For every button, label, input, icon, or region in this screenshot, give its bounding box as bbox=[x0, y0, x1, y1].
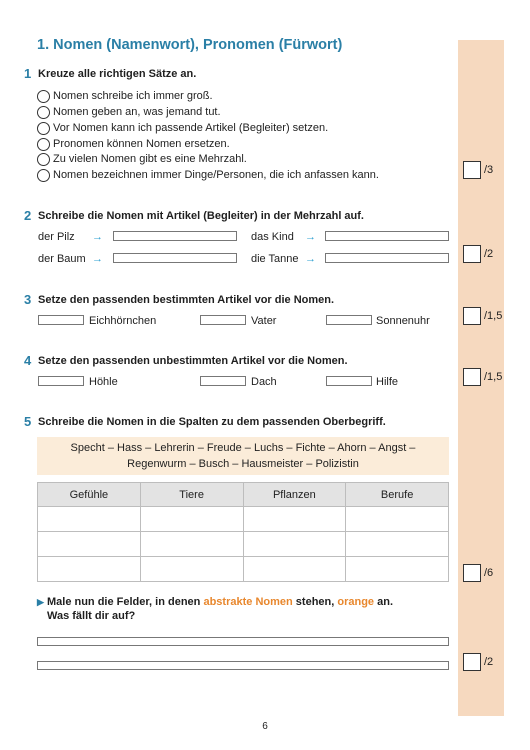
arrow-right-icon: → bbox=[305, 231, 316, 243]
word-list-line-1: Specht – Hass – Lehrerin – Freude – Luchs – Fichte – Ahorn – Angst – bbox=[70, 442, 416, 454]
table-cell[interactable] bbox=[346, 532, 449, 557]
checkbox-circle[interactable] bbox=[37, 122, 50, 135]
article-line-hoehle[interactable] bbox=[38, 376, 84, 386]
score-task-4: /1,5 bbox=[463, 368, 502, 386]
table-cell[interactable] bbox=[140, 532, 243, 557]
table-cell[interactable] bbox=[346, 507, 449, 532]
word-eichhoernchen: Eichhörnchen bbox=[89, 315, 157, 327]
word-tanne: die Tanne bbox=[251, 253, 299, 265]
answer-line-baum[interactable] bbox=[113, 253, 237, 263]
article-line-hilfe[interactable] bbox=[326, 376, 372, 386]
checkbox-circle[interactable] bbox=[37, 138, 50, 151]
option-1[interactable]: Nomen schreibe ich immer groß. bbox=[37, 89, 213, 103]
arrow-right-icon: → bbox=[92, 231, 103, 243]
table-row bbox=[38, 557, 449, 582]
triangle-bullet-icon: ▶ bbox=[37, 597, 44, 607]
score-task-6: /2 bbox=[463, 653, 493, 671]
task-2-instruction: Schreibe die Nomen mit Artikel (Begleiter) in der Mehrzahl auf. bbox=[38, 210, 364, 222]
table-cell[interactable] bbox=[243, 507, 346, 532]
page-title: 1. Nomen (Namenwort), Pronomen (Fürwort) bbox=[37, 37, 343, 53]
word-baum: der Baum bbox=[38, 253, 86, 265]
task-number-5: 5 bbox=[24, 414, 32, 429]
score-task-5: /6 bbox=[463, 564, 493, 582]
column-header-berufe: Berufe bbox=[346, 483, 449, 507]
score-task-3: /1,5 bbox=[463, 307, 502, 325]
task-number-4: 4 bbox=[24, 353, 32, 368]
arrow-right-icon: → bbox=[92, 253, 103, 265]
task-5-instruction: Schreibe die Nomen in die Spalten zu dem passenden Oberbegriff. bbox=[38, 416, 386, 428]
article-line-eichhoernchen[interactable] bbox=[38, 315, 84, 325]
task-number-2: 2 bbox=[24, 208, 32, 223]
score-task-1: /3 bbox=[463, 161, 493, 179]
score-box[interactable] bbox=[463, 161, 481, 179]
column-header-pflanzen: Pflanzen bbox=[243, 483, 346, 507]
option-6[interactable]: Nomen bezeichnen immer Dinge/Personen, die ich anfassen kann. bbox=[37, 168, 379, 182]
score-box[interactable] bbox=[463, 564, 481, 582]
article-line-sonnenuhr[interactable] bbox=[326, 315, 372, 325]
task-6-question: Was fällt dir auf? bbox=[47, 610, 136, 622]
table-cell[interactable] bbox=[140, 557, 243, 582]
table-cell[interactable] bbox=[243, 532, 346, 557]
table-cell[interactable] bbox=[38, 507, 141, 532]
task-number-1: 1 bbox=[24, 66, 32, 81]
arrow-right-icon: → bbox=[305, 253, 316, 265]
answer-line-1[interactable] bbox=[37, 637, 449, 646]
task-number-3: 3 bbox=[24, 292, 32, 307]
table-cell[interactable] bbox=[346, 557, 449, 582]
checkbox-circle[interactable] bbox=[37, 90, 50, 103]
table-cell[interactable] bbox=[140, 507, 243, 532]
option-4[interactable]: Pronomen können Nomen ersetzen. bbox=[37, 137, 230, 151]
table-cell[interactable] bbox=[38, 557, 141, 582]
task-6-instruction: ▶ Male nun die Felder, in denen abstrakte Nomen stehen, orange an. bbox=[37, 596, 393, 608]
task-3-instruction: Setze den passenden bestimmten Artikel vor die Nomen. bbox=[38, 294, 335, 306]
word-vater: Vater bbox=[251, 315, 277, 327]
highlight-orange: orange bbox=[337, 596, 375, 608]
table-row bbox=[38, 507, 449, 532]
column-header-tiere: Tiere bbox=[140, 483, 243, 507]
table-cell[interactable] bbox=[243, 557, 346, 582]
table-row bbox=[38, 532, 449, 557]
score-box[interactable] bbox=[463, 368, 481, 386]
word-list-box bbox=[37, 437, 449, 475]
option-2[interactable]: Nomen geben an, was jemand tut. bbox=[37, 105, 221, 119]
checkbox-circle[interactable] bbox=[37, 169, 50, 182]
category-table bbox=[37, 482, 449, 582]
article-line-dach[interactable] bbox=[200, 376, 246, 386]
answer-line-tanne[interactable] bbox=[325, 253, 449, 263]
task-4-instruction: Setze den passenden unbestimmten Artikel vor die Nomen. bbox=[38, 355, 348, 367]
option-5[interactable]: Zu vielen Nomen gibt es eine Mehrzahl. bbox=[37, 152, 247, 166]
score-task-2: /2 bbox=[463, 245, 493, 263]
checkbox-circle[interactable] bbox=[37, 153, 50, 166]
highlight-abstrakte-nomen: abstrakte Nomen bbox=[203, 596, 293, 608]
answer-line-kind[interactable] bbox=[325, 231, 449, 241]
word-list-line-2: Regenwurm – Busch – Hausmeister – Polizistin bbox=[127, 458, 359, 470]
score-box[interactable] bbox=[463, 245, 481, 263]
answer-line-pilz[interactable] bbox=[113, 231, 237, 241]
score-box[interactable] bbox=[463, 307, 481, 325]
word-hoehle: Höhle bbox=[89, 376, 118, 388]
word-sonnenuhr: Sonnenuhr bbox=[376, 315, 430, 327]
task-1-instruction: Kreuze alle richtigen Sätze an. bbox=[38, 68, 197, 80]
option-3[interactable]: Vor Nomen kann ich passende Artikel (Begleiter) setzen. bbox=[37, 121, 328, 135]
answer-line-2[interactable] bbox=[37, 661, 449, 670]
page-number: 6 bbox=[262, 721, 268, 732]
table-cell[interactable] bbox=[38, 532, 141, 557]
checkbox-circle[interactable] bbox=[37, 106, 50, 119]
word-hilfe: Hilfe bbox=[376, 376, 399, 388]
score-box[interactable] bbox=[463, 653, 481, 671]
column-header-gefuehle: Gefühle bbox=[38, 483, 141, 507]
word-kind: das Kind bbox=[251, 231, 294, 243]
word-dach: Dach bbox=[251, 376, 277, 388]
word-pilz: der Pilz bbox=[38, 231, 75, 243]
article-line-vater[interactable] bbox=[200, 315, 246, 325]
